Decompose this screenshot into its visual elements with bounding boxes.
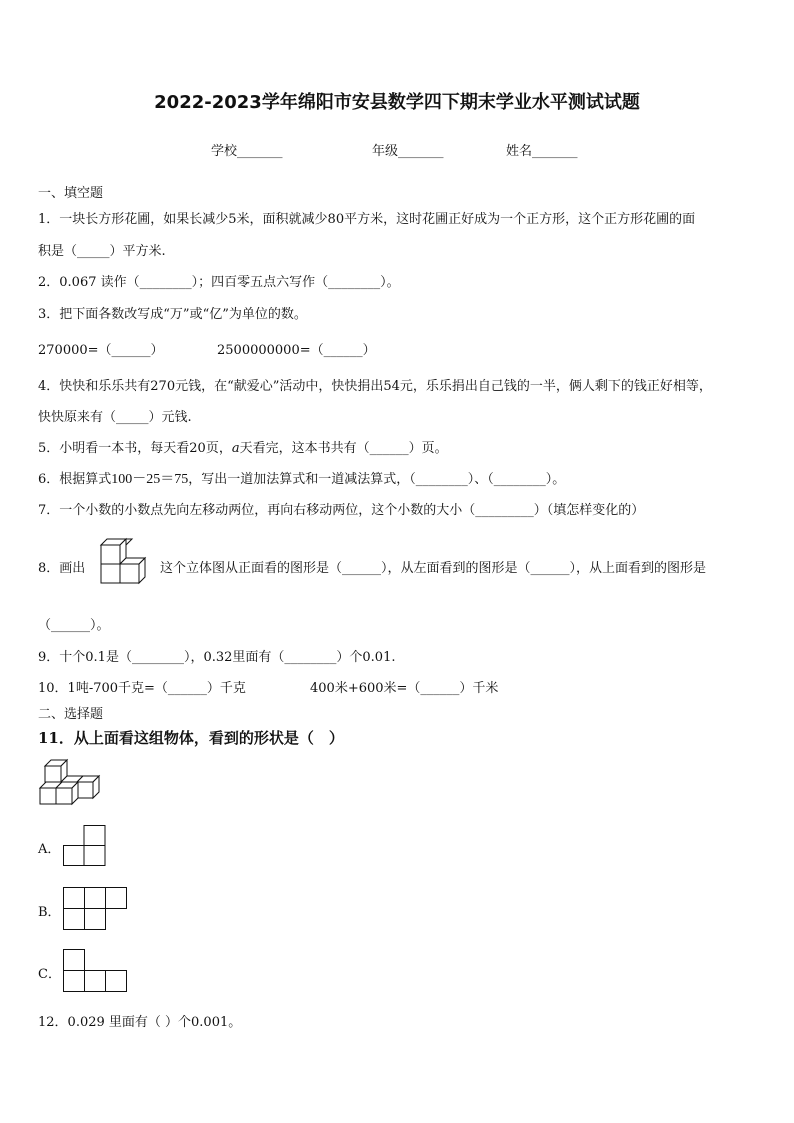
question-3-b: 2500000000=（______） [217,343,376,358]
school-field: 学校_______ [211,144,283,159]
option-b-shape[interactable] [63,887,127,931]
grade-field: 年级_______ [372,144,444,159]
question-5-pre: 5．小明看一本书，每天看20页， [38,441,232,456]
question-12: 12．0.029 里面有（ ）个0.001。 [38,1015,242,1030]
name-field: 姓名_______ [506,144,578,159]
question-1-line-1: 1．一块长方形花圃，如果长减少5米，面积就减少80平方米，这时花圃正好成为一个正方形，这个正方形花圃的面 [38,212,696,227]
question-10-a: 10．1吨-700千克=（______）千克 [38,681,246,696]
question-10-b: 400米+600米=（______）千米 [310,681,499,696]
question-1-line-2: 积是（_____）平方米. [38,244,166,259]
option-a-label: A． [38,842,61,857]
option-c-shape[interactable] [63,949,127,993]
question-11: 11．从上面看这组物体，看到的形状是（ ） [38,729,344,747]
page-title: 2022-2023学年绵阳市安县数学四下期末学业水平测试试题 [154,92,640,113]
question-4-line-1: 4．快快和乐乐共有270元钱，在“献爱心”活动中，快快捐出54元，乐乐捐出自己钱的一半，俩人剩下的钱正好相等， [38,379,712,394]
question-6-equation: 100－25＝75 [111,472,189,487]
question-3: 3．把下面各数改写成“万”或“亿”为单位的数。 [38,307,307,322]
question-11-object-figure [38,760,102,806]
question-6-pre: 6．根据算式 [38,472,112,487]
question-3-a: 270000=（______） [38,343,164,358]
section-fill-blank: 一、填空题 [38,186,104,201]
question-8-post: 这个立体图从正面看的图形是（______），从左面看到的图形是（______），从上面看到的图形是 [160,561,707,576]
question-8-line-2: （______）。 [38,618,110,633]
question-2: 2．0.067 读作（________）；四百零五点六写作（________）。 [38,275,400,290]
question-8-cube-figure [96,538,146,590]
question-6 [38,468,565,488]
option-a-shape[interactable] [63,825,107,867]
question-5-post: 天看完，这本书共有（______）页。 [239,441,448,456]
question-7: 7．一个小数的小数点先向左移动两位，再向右移动两位，这个小数的大小（_________）（填怎样变化的） [38,503,645,518]
question-5 [38,437,448,456]
question-9: 9．十个0.1是（________），0.32里面有（________）个0.01. [38,650,396,665]
option-b-label: B． [38,905,61,920]
question-8-pre: 8．画出 [38,561,86,576]
question-6-post: ，写出一道加法算式和一道减法算式，（________）、（________）。 [188,472,566,487]
question-5-variable: a [231,441,240,456]
section-choice: 二、选择题 [38,707,104,722]
option-c-label: C． [38,967,61,982]
question-4-line-2: 快快原来有（_____）元钱. [38,410,192,425]
